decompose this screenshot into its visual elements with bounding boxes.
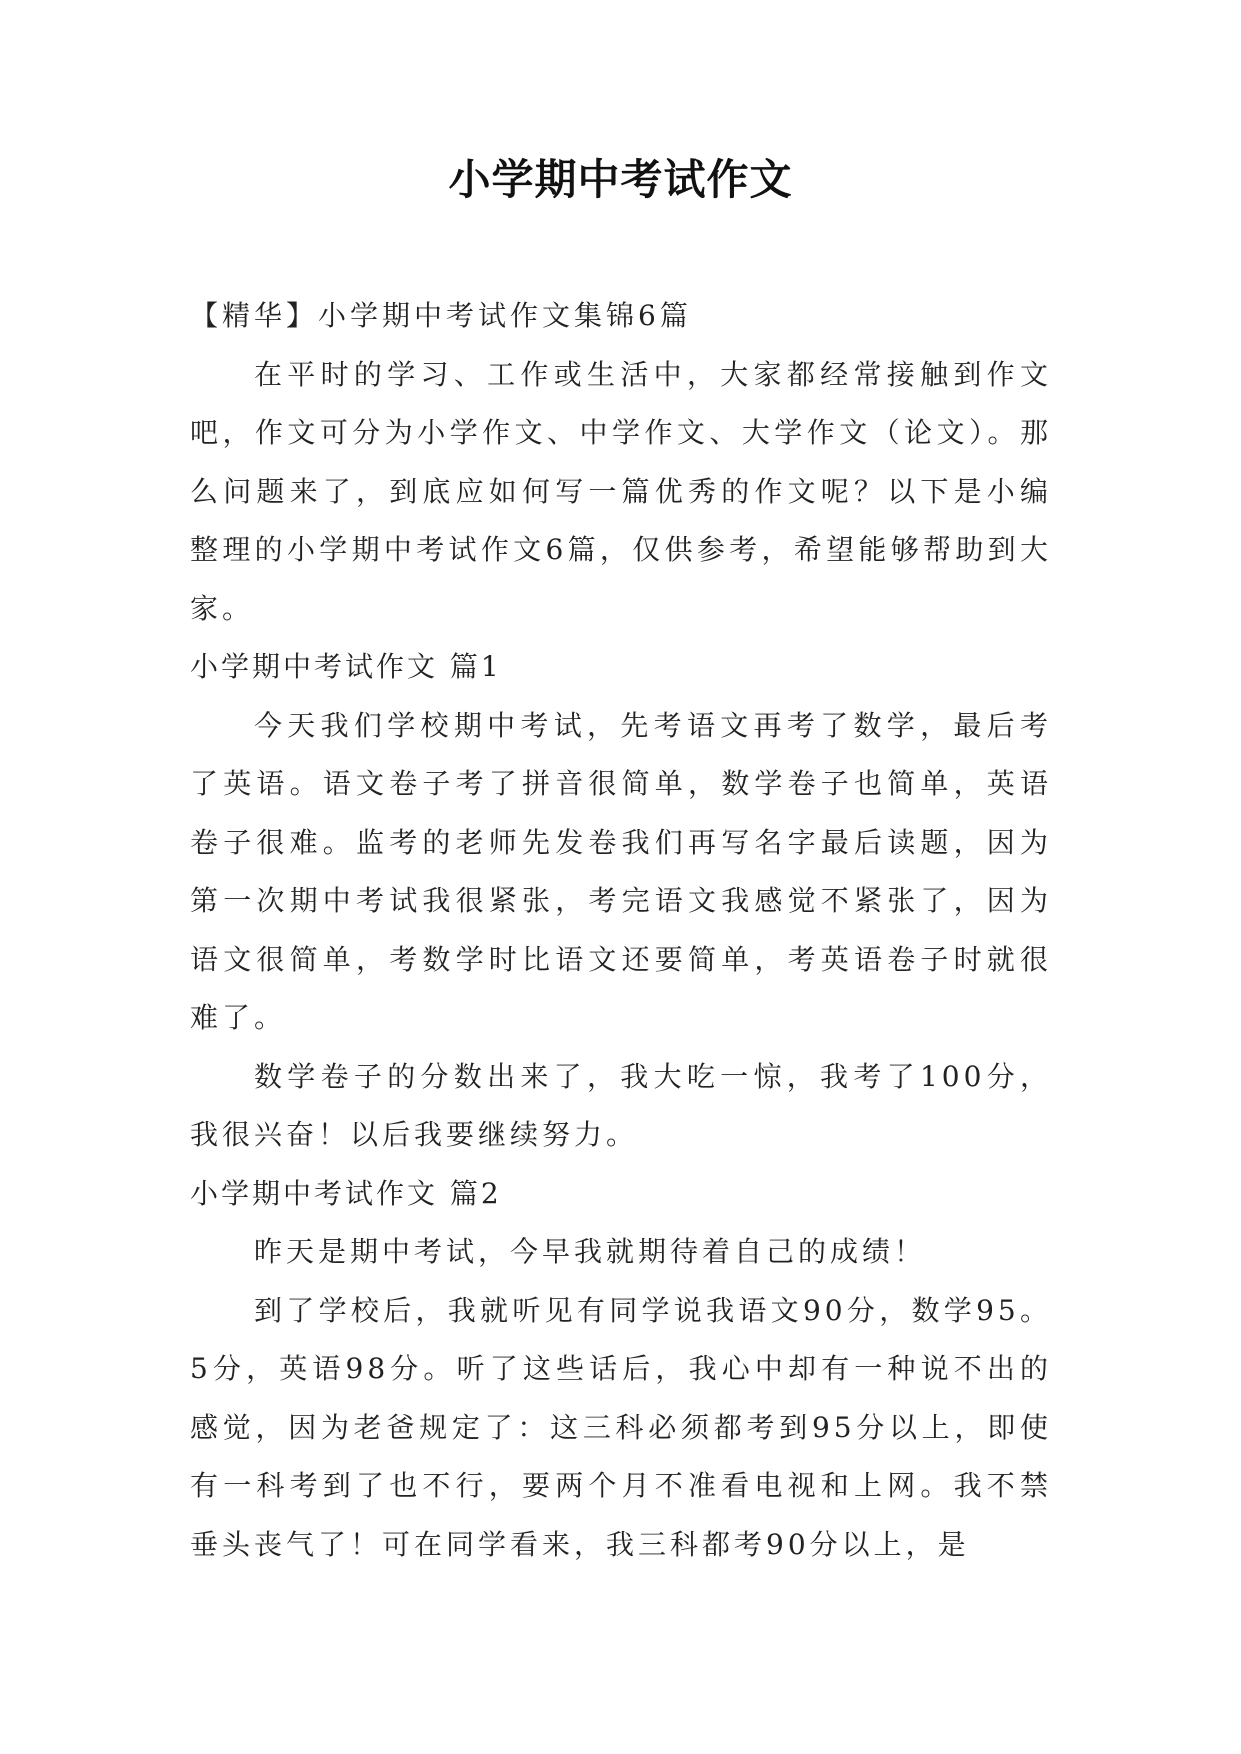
document-body: [190, 287, 1052, 1574]
essay-1-paragraph-1: 今天我们学校期中考试，先考语文再考了数学，最后考了英语。语文卷子考了拼音很简单，数学卷子也简单，英语卷子很难。监考的老师先发卷我们再写名字最后读题，因为第一次期中考试我很紧张，考完语文我感觉不紧张了，因为语文很简单，考数学时比语文还要简单，考英语卷子时就很难了。: [190, 708, 1052, 1034]
intro-paragraph: 在平时的学习、工作或生活中，大家都经常接触到作文吧，作文可分为小学作文、中学作文、大学作文（论文）。那么问题来了，到底应如何写一篇优秀的作文呢？以下是小编整理的小学期中考试作文6篇，仅供参考，希望能够帮助到大家。: [190, 357, 1052, 625]
collection-subtitle: 【精华】小学期中考试作文集锦6篇: [190, 299, 692, 332]
essay-2-paragraph-1: 昨天是期中考试，今早我就期待着自己的成绩！: [254, 1235, 927, 1268]
essay-2-heading: 小学期中考试作文 篇2: [190, 1176, 502, 1210]
essay-2-paragraph-2: 到了学校后，我就听见有同学说我语文90分，数学95。5分，英语98分。听了这些话后，我心中却有一种说不出的感觉，因为老爸规定了：这三科必须都考到95分以上，即使有一科考到了也不行，要两个月不准看电视和上网。我不禁垂头丧气了！可在同学看来，我三科都考90分以上，是: [190, 1293, 1052, 1561]
essay-1-paragraph-2: 数学卷子的分数出来了，我大吃一惊，我考了100分，我很兴奋！以后我要继续努力。: [190, 1059, 1052, 1151]
essay-1-heading: 小学期中考试作文 篇1: [190, 650, 502, 683]
page-title: 小学期中考试作文: [448, 155, 793, 204]
